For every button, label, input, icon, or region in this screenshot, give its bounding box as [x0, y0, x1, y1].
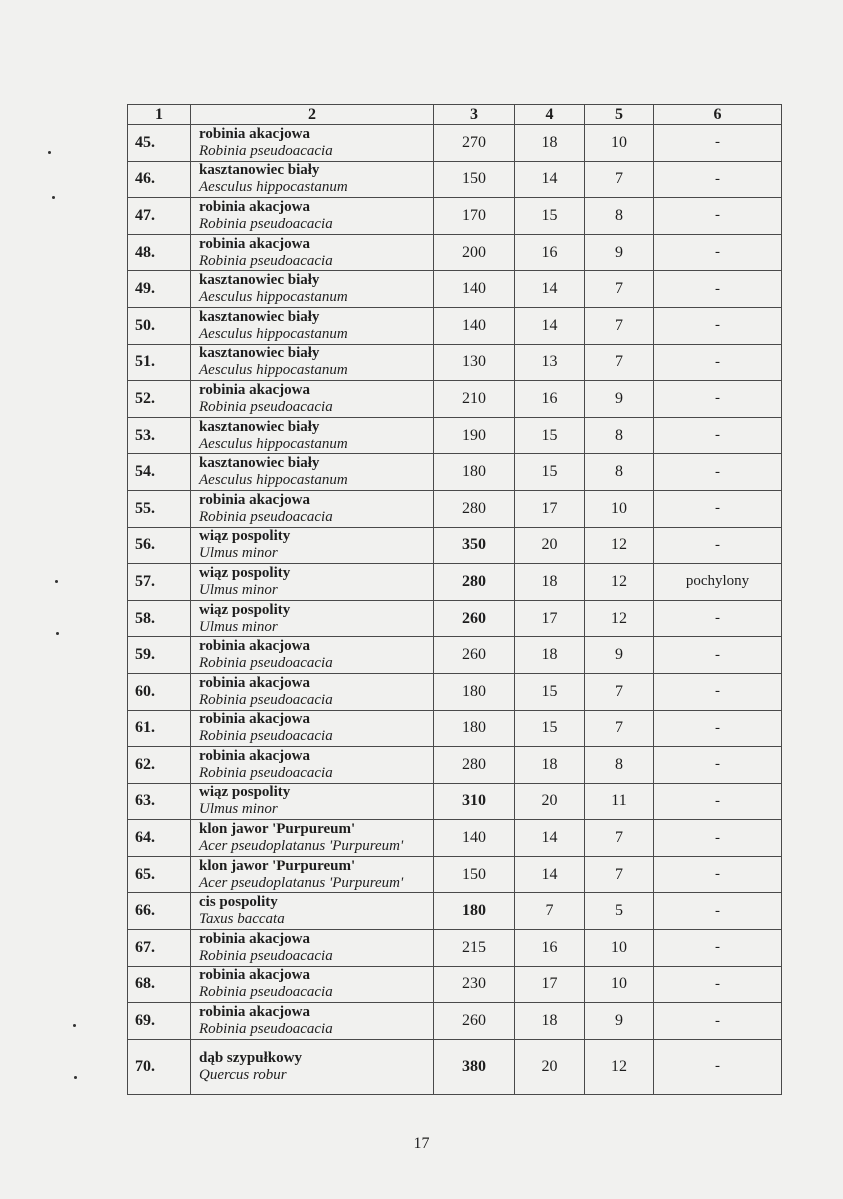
col3-value: 180 — [434, 673, 515, 710]
row-number-cell: 64. — [128, 820, 191, 857]
row-number-cell: 65. — [128, 856, 191, 893]
col4-value: 18 — [515, 747, 585, 784]
column-header: 3 — [434, 105, 515, 125]
col5-value: 11 — [585, 783, 654, 820]
species-cell — [191, 600, 434, 637]
table-row — [128, 637, 782, 674]
table-row — [128, 820, 782, 857]
table-row — [128, 198, 782, 235]
column-header: 1 — [128, 105, 191, 125]
col6-remark: - — [654, 673, 782, 710]
page-number: 17 — [413, 1135, 430, 1152]
table-row — [128, 125, 782, 162]
species-polish-name: robinia akacjowa — [199, 747, 310, 764]
species-latin-name: Robinia pseudoacacia — [199, 728, 333, 745]
species-cell — [191, 307, 434, 344]
species-polish-name: dąb szypułkowy — [199, 1049, 302, 1066]
col6-remark: - — [654, 198, 782, 235]
col3-value: 350 — [434, 527, 515, 564]
species-latin-name: Robinia pseudoacacia — [199, 984, 333, 1001]
col4-value: 7 — [515, 893, 585, 930]
col6-remark: - — [654, 344, 782, 381]
col6-remark: - — [654, 637, 782, 674]
col5-value: 7 — [585, 271, 654, 308]
species-latin-name: Ulmus minor — [199, 801, 278, 818]
col4-value: 18 — [515, 564, 585, 601]
species-polish-name: kasztanowiec biały — [199, 345, 320, 362]
col3-value: 190 — [434, 417, 515, 454]
col5-value: 10 — [585, 125, 654, 162]
table-row — [128, 417, 782, 454]
table-row — [128, 856, 782, 893]
row-number-cell: 53. — [128, 417, 191, 454]
col6-remark: - — [654, 1039, 782, 1094]
species-latin-name: Robinia pseudoacacia — [199, 691, 333, 708]
species-cell — [191, 930, 434, 967]
species-cell — [191, 125, 434, 162]
col3-value: 150 — [434, 161, 515, 198]
species-polish-name: kasztanowiec biały — [199, 308, 320, 325]
col4-value: 15 — [515, 673, 585, 710]
species-latin-name: Aesculus hippocastanum — [199, 179, 348, 196]
species-polish-name: robinia akacjowa — [199, 674, 310, 691]
col6-remark: - — [654, 710, 782, 747]
col4-value: 16 — [515, 930, 585, 967]
col6-remark: - — [654, 966, 782, 1003]
species-cell — [191, 673, 434, 710]
table-row — [128, 966, 782, 1003]
table-row — [128, 783, 782, 820]
col3-value: 280 — [434, 564, 515, 601]
col3-value: 140 — [434, 271, 515, 308]
table-row — [128, 234, 782, 271]
species-latin-name: Acer pseudoplatanus 'Purpureum' — [199, 838, 404, 855]
row-number-cell: 50. — [128, 307, 191, 344]
species-polish-name: robinia akacjowa — [199, 967, 310, 984]
col3-value: 270 — [434, 125, 515, 162]
table-row — [128, 600, 782, 637]
col3-value: 215 — [434, 930, 515, 967]
row-number-cell: 61. — [128, 710, 191, 747]
col4-value: 17 — [515, 600, 585, 637]
table-row — [128, 930, 782, 967]
column-header: 4 — [515, 105, 585, 125]
species-cell — [191, 856, 434, 893]
col3-value: 280 — [434, 490, 515, 527]
col6-remark: - — [654, 161, 782, 198]
col6-remark: - — [654, 490, 782, 527]
species-latin-name: Aesculus hippocastanum — [199, 325, 348, 342]
species-polish-name: robinia akacjowa — [199, 198, 310, 215]
species-polish-name: kasztanowiec biały — [199, 272, 320, 289]
row-number-cell: 52. — [128, 381, 191, 418]
table-row — [128, 673, 782, 710]
scan-speck — [55, 580, 58, 583]
col6-remark: pochylony — [654, 564, 782, 601]
col4-value: 18 — [515, 125, 585, 162]
species-cell — [191, 783, 434, 820]
col4-value: 17 — [515, 490, 585, 527]
row-number-cell: 59. — [128, 637, 191, 674]
col3-value: 310 — [434, 783, 515, 820]
col5-value: 12 — [585, 564, 654, 601]
row-number-cell: 69. — [128, 1003, 191, 1040]
species-polish-name: wiąz pospolity — [199, 564, 291, 581]
col4-value: 20 — [515, 1039, 585, 1094]
col4-value: 15 — [515, 710, 585, 747]
row-number-cell: 48. — [128, 234, 191, 271]
species-polish-name: cis pospolity — [199, 894, 278, 911]
species-latin-name: Ulmus minor — [199, 545, 278, 562]
species-cell — [191, 966, 434, 1003]
species-latin-name: Ulmus minor — [199, 581, 278, 598]
species-cell — [191, 417, 434, 454]
scan-speck — [52, 196, 55, 199]
col6-remark: - — [654, 307, 782, 344]
tree-inventory-table — [127, 104, 782, 1095]
col4-value: 13 — [515, 344, 585, 381]
col3-value: 380 — [434, 1039, 515, 1094]
col6-remark: - — [654, 381, 782, 418]
col5-value: 8 — [585, 198, 654, 235]
row-number-cell: 49. — [128, 271, 191, 308]
col3-value: 230 — [434, 966, 515, 1003]
scan-speck — [74, 1076, 77, 1079]
row-number-cell: 57. — [128, 564, 191, 601]
col3-value: 260 — [434, 600, 515, 637]
species-polish-name: kasztanowiec biały — [199, 418, 320, 435]
col6-remark: - — [654, 417, 782, 454]
row-number-cell: 46. — [128, 161, 191, 198]
species-polish-name: robinia akacjowa — [199, 711, 310, 728]
col4-value: 16 — [515, 234, 585, 271]
col3-value: 170 — [434, 198, 515, 235]
col5-value: 7 — [585, 161, 654, 198]
species-cell — [191, 893, 434, 930]
table-row — [128, 710, 782, 747]
species-latin-name: Aesculus hippocastanum — [199, 289, 348, 306]
col3-value: 150 — [434, 856, 515, 893]
species-polish-name: robinia akacjowa — [199, 491, 310, 508]
table-row — [128, 747, 782, 784]
species-latin-name: Robinia pseudoacacia — [199, 398, 333, 415]
species-polish-name: robinia akacjowa — [199, 638, 310, 655]
row-number-cell: 54. — [128, 454, 191, 491]
table-row — [128, 271, 782, 308]
col5-value: 7 — [585, 820, 654, 857]
row-number-cell: 60. — [128, 673, 191, 710]
species-cell — [191, 564, 434, 601]
species-cell — [191, 344, 434, 381]
col6-remark: - — [654, 1003, 782, 1040]
table-row — [128, 344, 782, 381]
col5-value: 7 — [585, 710, 654, 747]
row-number-cell: 66. — [128, 893, 191, 930]
species-cell — [191, 381, 434, 418]
species-latin-name: Robinia pseudoacacia — [199, 655, 333, 672]
col6-remark: - — [654, 600, 782, 637]
col3-value: 210 — [434, 381, 515, 418]
col4-value: 16 — [515, 381, 585, 418]
row-number-cell: 58. — [128, 600, 191, 637]
col5-value: 12 — [585, 600, 654, 637]
species-polish-name: wiąz pospolity — [199, 784, 291, 801]
column-header: 5 — [585, 105, 654, 125]
species-cell — [191, 1039, 434, 1094]
species-cell — [191, 198, 434, 235]
table-row — [128, 307, 782, 344]
species-cell — [191, 747, 434, 784]
scan-speck — [48, 151, 51, 154]
species-latin-name: Aesculus hippocastanum — [199, 362, 348, 379]
species-polish-name: robinia akacjowa — [199, 125, 310, 142]
col5-value: 10 — [585, 490, 654, 527]
species-cell — [191, 234, 434, 271]
species-cell — [191, 161, 434, 198]
table-row — [128, 564, 782, 601]
species-latin-name: Robinia pseudoacacia — [199, 764, 333, 781]
col4-value: 17 — [515, 966, 585, 1003]
col4-value: 20 — [515, 783, 585, 820]
col5-value: 7 — [585, 856, 654, 893]
species-latin-name: Aesculus hippocastanum — [199, 435, 348, 452]
col3-value: 180 — [434, 710, 515, 747]
col6-remark: - — [654, 747, 782, 784]
col5-value: 12 — [585, 527, 654, 564]
row-number-cell: 62. — [128, 747, 191, 784]
col6-remark: - — [654, 527, 782, 564]
col5-value: 9 — [585, 637, 654, 674]
col4-value: 20 — [515, 527, 585, 564]
species-cell — [191, 1003, 434, 1040]
table-row — [128, 893, 782, 930]
table-row — [128, 454, 782, 491]
species-polish-name: wiąz pospolity — [199, 601, 291, 618]
column-header: 2 — [191, 105, 434, 125]
species-latin-name: Robinia pseudoacacia — [199, 947, 333, 964]
col4-value: 18 — [515, 1003, 585, 1040]
col6-remark: - — [654, 820, 782, 857]
row-number-cell: 67. — [128, 930, 191, 967]
species-latin-name: Robinia pseudoacacia — [199, 508, 333, 525]
col5-value: 8 — [585, 454, 654, 491]
species-latin-name: Robinia pseudoacacia — [199, 252, 333, 269]
col5-value: 7 — [585, 673, 654, 710]
table-row — [128, 527, 782, 564]
row-number-cell: 45. — [128, 125, 191, 162]
species-polish-name: kasztanowiec biały — [199, 162, 320, 179]
species-polish-name: robinia akacjowa — [199, 1004, 310, 1021]
species-latin-name: Robinia pseudoacacia — [199, 1021, 333, 1038]
row-number-cell: 51. — [128, 344, 191, 381]
species-polish-name: robinia akacjowa — [199, 381, 310, 398]
col5-value: 12 — [585, 1039, 654, 1094]
col6-remark: - — [654, 856, 782, 893]
row-number-cell: 70. — [128, 1039, 191, 1094]
table-row — [128, 381, 782, 418]
column-header: 6 — [654, 105, 782, 125]
col6-remark: - — [654, 125, 782, 162]
species-latin-name: Taxus baccata — [199, 911, 285, 928]
col6-remark: - — [654, 454, 782, 491]
row-number-cell: 63. — [128, 783, 191, 820]
col5-value: 10 — [585, 930, 654, 967]
col5-value: 9 — [585, 1003, 654, 1040]
col5-value: 8 — [585, 417, 654, 454]
col5-value: 9 — [585, 381, 654, 418]
table-row — [128, 161, 782, 198]
col5-value: 10 — [585, 966, 654, 1003]
species-polish-name: kasztanowiec biały — [199, 455, 320, 472]
row-number-cell: 55. — [128, 490, 191, 527]
col3-value: 180 — [434, 893, 515, 930]
col4-value: 14 — [515, 161, 585, 198]
species-cell — [191, 271, 434, 308]
species-polish-name: klon jawor 'Purpureum' — [199, 857, 356, 874]
col5-value: 9 — [585, 234, 654, 271]
species-latin-name: Quercus robur — [199, 1066, 287, 1083]
col4-value: 14 — [515, 820, 585, 857]
col6-remark: - — [654, 783, 782, 820]
col5-value: 5 — [585, 893, 654, 930]
col4-value: 18 — [515, 637, 585, 674]
col4-value: 14 — [515, 856, 585, 893]
col3-value: 280 — [434, 747, 515, 784]
row-number-cell: 56. — [128, 527, 191, 564]
species-latin-name: Ulmus minor — [199, 618, 278, 635]
species-latin-name: Robinia pseudoacacia — [199, 142, 333, 159]
species-cell — [191, 637, 434, 674]
table-row — [128, 490, 782, 527]
col5-value: 8 — [585, 747, 654, 784]
col6-remark: - — [654, 893, 782, 930]
species-latin-name: Aesculus hippocastanum — [199, 472, 348, 489]
col3-value: 140 — [434, 307, 515, 344]
col3-value: 260 — [434, 1003, 515, 1040]
species-cell — [191, 454, 434, 491]
species-cell — [191, 710, 434, 747]
col6-remark: - — [654, 930, 782, 967]
col4-value: 14 — [515, 307, 585, 344]
col4-value: 15 — [515, 454, 585, 491]
species-polish-name: wiąz pospolity — [199, 528, 291, 545]
species-cell — [191, 820, 434, 857]
header-row — [128, 105, 782, 125]
scan-speck — [56, 632, 59, 635]
col3-value: 130 — [434, 344, 515, 381]
species-polish-name: robinia akacjowa — [199, 235, 310, 252]
col3-value: 180 — [434, 454, 515, 491]
row-number-cell: 47. — [128, 198, 191, 235]
table-row — [128, 1039, 782, 1094]
col6-remark: - — [654, 271, 782, 308]
species-cell — [191, 527, 434, 564]
species-latin-name: Robinia pseudoacacia — [199, 215, 333, 232]
col3-value: 200 — [434, 234, 515, 271]
row-number-cell: 68. — [128, 966, 191, 1003]
scan-speck — [73, 1024, 76, 1027]
col3-value: 260 — [434, 637, 515, 674]
col5-value: 7 — [585, 307, 654, 344]
species-latin-name: Acer pseudoplatanus 'Purpureum' — [199, 874, 404, 891]
col5-value: 7 — [585, 344, 654, 381]
col4-value: 15 — [515, 198, 585, 235]
col3-value: 140 — [434, 820, 515, 857]
species-polish-name: robinia akacjowa — [199, 930, 310, 947]
col4-value: 15 — [515, 417, 585, 454]
table-row — [128, 1003, 782, 1040]
species-polish-name: klon jawor 'Purpureum' — [199, 821, 356, 838]
species-cell — [191, 490, 434, 527]
col4-value: 14 — [515, 271, 585, 308]
col6-remark: - — [654, 234, 782, 271]
